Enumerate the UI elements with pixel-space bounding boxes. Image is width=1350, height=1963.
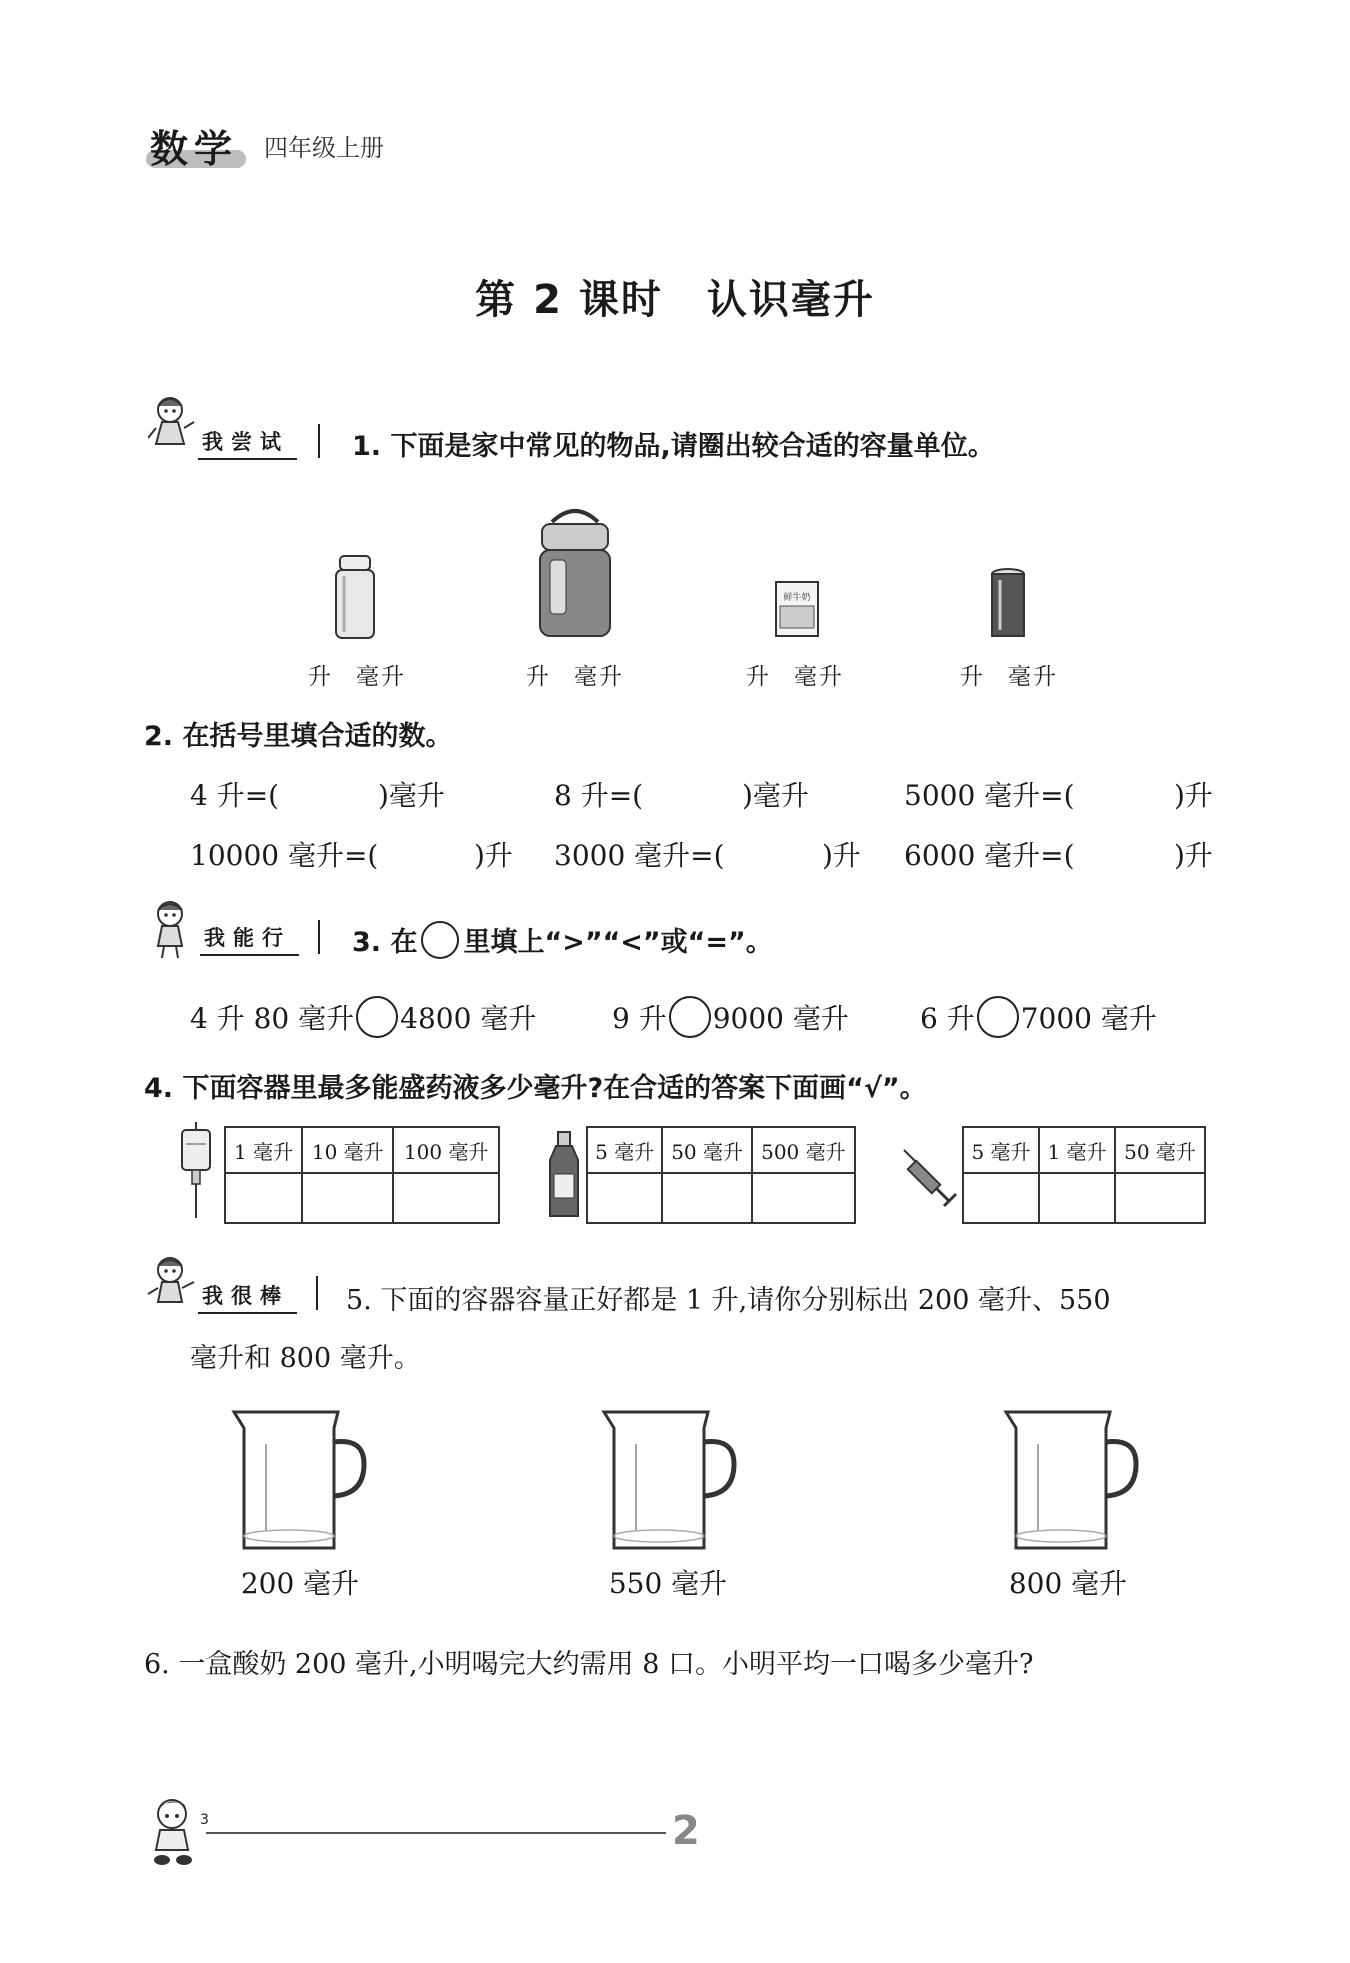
q4-option: 50 毫升 (662, 1127, 751, 1173)
thermos-icon (330, 550, 380, 642)
q4-option: 5 毫升 (963, 1127, 1039, 1173)
q3-prefix: 3. 在 (352, 927, 418, 958)
badge-great: 我很棒 (198, 1280, 297, 1314)
q2-row1-eq1-right: )毫升 (378, 779, 445, 812)
can-icon (986, 566, 1030, 642)
q4-answer-cell[interactable] (662, 1173, 751, 1223)
q4-answer-cell[interactable] (225, 1173, 302, 1223)
compare-circle-input[interactable] (977, 996, 1019, 1038)
q2-row2-eq1-right: )升 (474, 839, 513, 872)
badge-try: 我尝试 (198, 426, 297, 460)
q3-item1-right: 4800 毫升 (400, 1002, 537, 1035)
q2-row2-eq2-right: )升 (822, 839, 861, 872)
badge-divider (318, 920, 320, 954)
compare-circle-input[interactable] (356, 996, 398, 1038)
mascot-boy-icon (144, 1796, 204, 1868)
q1-item1-option-l[interactable]: 升 (308, 664, 333, 690)
q3-item3-left: 6 升 (920, 1002, 975, 1035)
lesson-number: 第 2 课时 (475, 277, 663, 323)
badge-divider (316, 1276, 318, 1310)
mascot-girl-icon (148, 896, 196, 960)
q4-answer-cell[interactable] (1039, 1173, 1115, 1223)
q4-option: 50 毫升 (1115, 1127, 1205, 1173)
milk-carton-label: 鲜牛奶 (783, 593, 811, 603)
q2-row1-eq2-left: 8 升=( (554, 779, 644, 812)
measuring-cup-icon (998, 1408, 1144, 1554)
cup-label: 800 毫升 (1008, 1567, 1128, 1600)
q4-choice-table-3 (962, 1126, 1206, 1224)
q1-item4-option-l[interactable]: 升 (960, 664, 985, 690)
iv-bag-icon (176, 1122, 216, 1222)
badge-can: 我能行 (200, 922, 299, 956)
q3-item2 (612, 996, 849, 1038)
q2-row2-eq3-right: )升 (1174, 839, 1213, 872)
q3-item1 (190, 996, 536, 1038)
q1-item3-option-l[interactable]: 升 (746, 664, 771, 690)
mascot-girl-icon (148, 392, 198, 456)
q2-row2-eq1-left: 10000 毫升=( (190, 839, 379, 872)
q2-row2-eq3-left: 6000 毫升=( (904, 839, 1075, 872)
measuring-cup-icon (596, 1408, 742, 1554)
q3-item2-right: 9000 毫升 (712, 1002, 849, 1035)
q3-instruction (352, 920, 773, 959)
q1-item2-option-l[interactable]: 升 (526, 664, 551, 690)
badge-divider (318, 424, 320, 458)
compare-circle-input[interactable] (669, 996, 711, 1038)
q1-item2-option-ml[interactable]: 毫升 (574, 664, 624, 690)
lesson-topic: 认识毫升 (706, 277, 875, 323)
cup-label: 200 毫升 (240, 1567, 360, 1600)
footer-line (206, 1832, 666, 1834)
grade-label: 四年级上册 (264, 134, 384, 162)
q2-text: 2. 在括号里填合适的数。 (144, 721, 453, 752)
q2-row1-eq3-right: )升 (1174, 779, 1213, 812)
q4-option: 10 毫升 (302, 1127, 393, 1173)
pump-pot-icon (534, 500, 616, 640)
q2-row1-eq3-left: 5000 毫升=( (904, 779, 1075, 812)
syringe-icon (900, 1146, 960, 1212)
q3-item2-left: 9 升 (612, 1002, 667, 1035)
q2-row1-eq2-right: )毫升 (742, 779, 809, 812)
q4-option: 100 毫升 (393, 1127, 499, 1173)
q3-suffix: 里填上“>”“<”或“=”。 (463, 927, 773, 958)
q4-answer-cell[interactable] (963, 1173, 1039, 1223)
q4-answer-cell[interactable] (1115, 1173, 1205, 1223)
q4-answer-cell[interactable] (752, 1173, 855, 1223)
mascot-girl-icon (146, 1254, 196, 1316)
milk-carton-icon (772, 578, 822, 640)
mascot-number: 3 (200, 1812, 209, 1828)
q6-text: 6. 一盒酸奶 200 毫升,小明喝完大约需用 8 口。小明平均一口喝多少毫升? (144, 1649, 1034, 1680)
q4-option: 1 毫升 (1039, 1127, 1115, 1173)
cup-label: 550 毫升 (608, 1567, 728, 1600)
q4-choice-table-1 (224, 1126, 500, 1224)
q5-line1: 5. 下面的容器容量正好都是 1 升,请你分别标出 200 毫升、550 (346, 1285, 1111, 1316)
q2-row1-eq1-left: 4 升=( (190, 779, 280, 812)
lesson-title (0, 268, 1350, 325)
q1-text: 1. 下面是家中常见的物品,请圈出较合适的容量单位。 (352, 431, 995, 462)
q3-item3 (920, 996, 1157, 1038)
q4-answer-cell[interactable] (302, 1173, 393, 1223)
q4-option: 5 毫升 (587, 1127, 662, 1173)
medicine-bottle-icon (546, 1130, 582, 1220)
subject-label: 数学 (150, 127, 239, 171)
q3-item1-left: 4 升 80 毫升 (190, 1002, 355, 1035)
blank-circle-icon (421, 921, 459, 959)
q4-text: 4. 下面容器里最多能盛药液多少毫升?在合适的答案下面画“√”。 (144, 1073, 927, 1104)
q1-item3-option-ml[interactable]: 毫升 (794, 664, 844, 690)
measuring-cup-icon (226, 1408, 372, 1554)
q1-item4-option-ml[interactable]: 毫升 (1008, 664, 1058, 690)
q4-option: 500 毫升 (752, 1127, 855, 1173)
q4-option: 1 毫升 (225, 1127, 302, 1173)
q2-row2-eq2-left: 3000 毫升=( (554, 839, 725, 872)
q3-item3-right: 7000 毫升 (1020, 1002, 1157, 1035)
q5-line2: 毫升和 800 毫升。 (190, 1343, 421, 1374)
q1-item1-option-ml[interactable]: 毫升 (356, 664, 406, 690)
q4-answer-cell[interactable] (393, 1173, 499, 1223)
q4-answer-cell[interactable] (587, 1173, 662, 1223)
page-number: 2 (672, 1808, 700, 1854)
q4-choice-table-2 (586, 1126, 856, 1224)
